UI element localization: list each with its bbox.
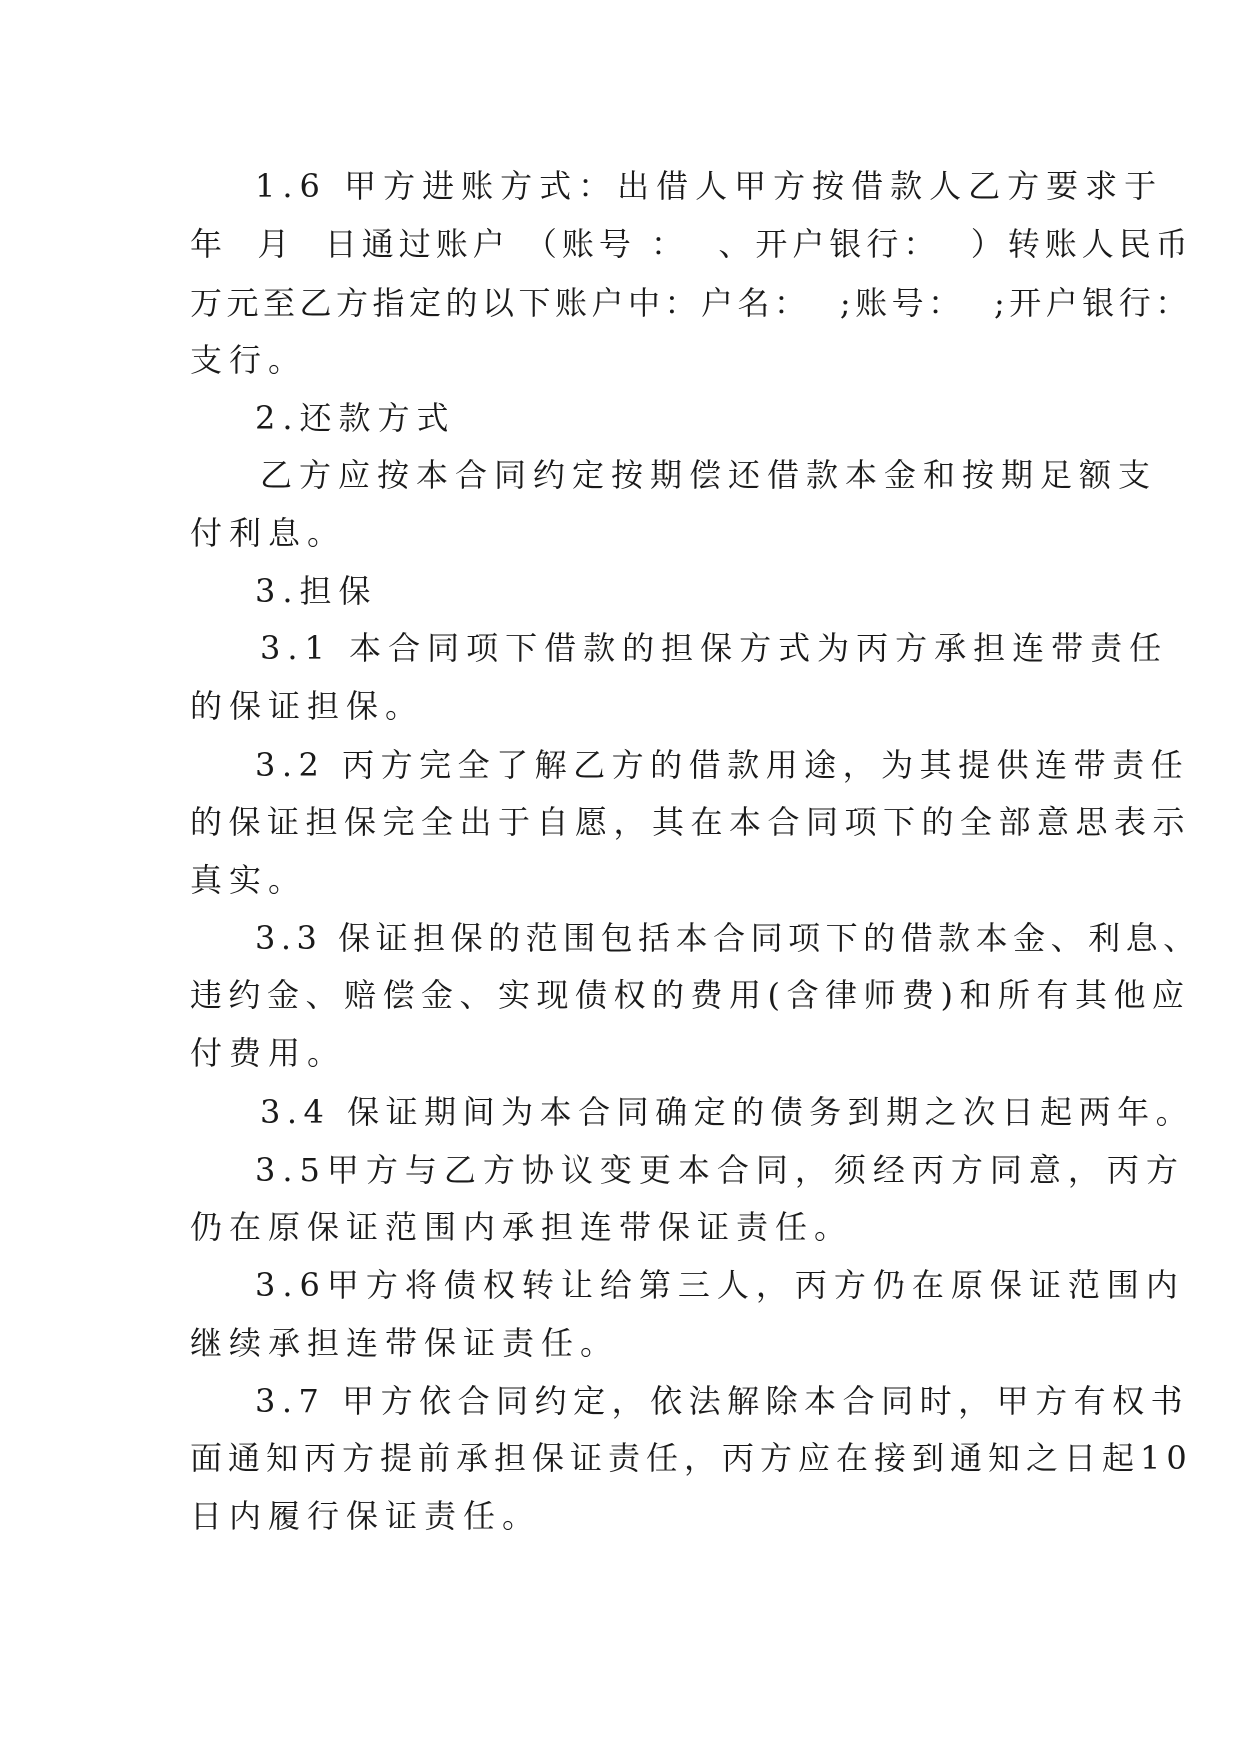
section-2-heading: 2.还款方式 [255, 399, 456, 437]
line-2-body: 乙方应按本合同约定按期偿还借款本金和按期足额支 [260, 456, 1158, 494]
line-3-3: 3.3 保证担保的范围包括本合同项下的借款本金、利息、 [255, 919, 1201, 957]
line-3-1: 3.1 本合同项下借款的担保方式为丙方承担连带责任 [260, 629, 1169, 667]
line-1-6-heading: 1.6 甲方进账方式：出借人甲方按借款人乙方要求于 [255, 167, 1164, 205]
line-3-6: 3.6甲方将债权转让给第三人，丙方仍在原保证范围内 [255, 1266, 1185, 1304]
line-3-2: 3.2 丙方完全了解乙方的借款用途，为其提供连带责任 [255, 746, 1190, 784]
line-3-5-cont: 仍在原保证范围内承担连带保证责任。 [190, 1208, 854, 1246]
line-3-4: 3.4 保证期间为本合同确定的债务到期之次日起两年。 [260, 1093, 1195, 1131]
line-1-6-branch: 支行。 [190, 341, 308, 379]
line-2-body-cont: 付利息。 [190, 514, 347, 552]
section-3-heading: 3.担保 [255, 572, 378, 610]
line-3-2-cont2: 真实。 [190, 861, 308, 899]
line-3-7-cont2: 日内履行保证责任。 [190, 1497, 542, 1535]
line-3-7: 3.7 甲方依合同约定，依法解除本合同时，甲方有权书 [255, 1382, 1190, 1420]
line-3-5: 3.5甲方与乙方协议变更本合同，须经丙方同意，丙方 [255, 1151, 1185, 1189]
line-3-1-cont: 的保证担保。 [190, 687, 425, 725]
line-1-6-target-account: 万元至乙方指定的以下账户中：户名： ;账号： ;开户银行： [190, 284, 1192, 322]
line-3-6-cont: 继续承担连带保证责任。 [190, 1324, 620, 1362]
line-3-3-cont: 违约金、赔偿金、实现债权的费用(含律师费)和所有其他应 [190, 976, 1191, 1014]
line-3-3-cont2: 付费用。 [190, 1034, 347, 1072]
line-3-7-cont: 面通知丙方提前承担保证责任，丙方应在接到通知之日起10 [190, 1439, 1193, 1477]
line-1-6-date-account: 年 月 日通过账户 （账号 ： 、开户银行： ）转账人民币 [190, 225, 1193, 263]
line-3-2-cont: 的保证担保完全出于自愿，其在本合同项下的全部意思表示 [190, 803, 1192, 841]
